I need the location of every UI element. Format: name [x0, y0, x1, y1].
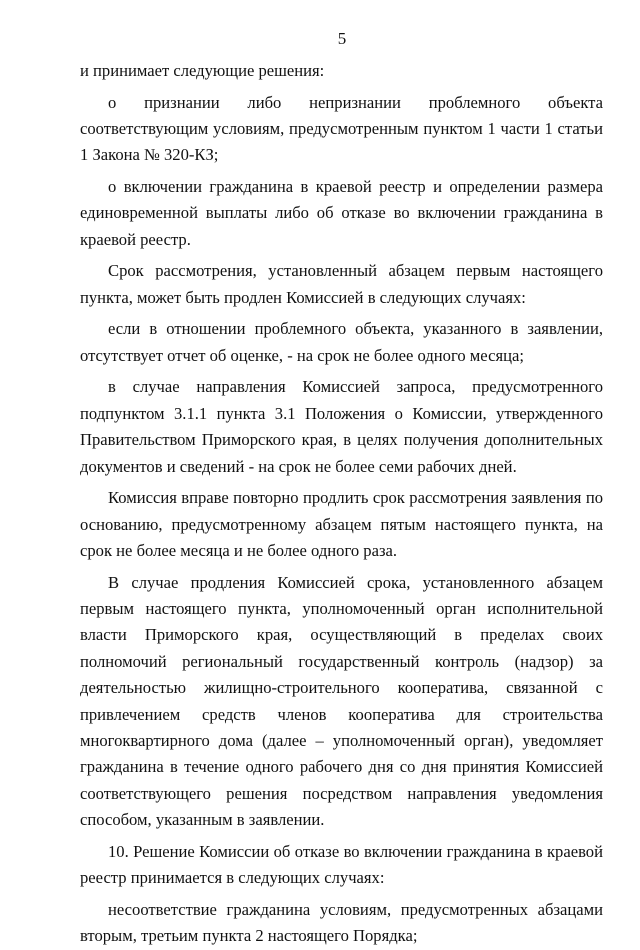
paragraph-5: если в отношении проблемного объекта, указанного в заявлении, отсутствует отчет об оценке, - на срок не более одного месяца; — [80, 319, 603, 365]
paragraph-4: Срок рассмотрения, установленный абзацем первым настоящего пункта, может быть продлен Комиссией в следующих случаях: — [80, 261, 603, 307]
paragraph-7: Комиссия вправе повторно продлить срок рассмотрения заявления по основанию, предусмотренному абзацем пятым настоящего пункта, на срок не более месяца и не более одного раза. — [80, 488, 603, 561]
paragraph-9: 10. Решение Комиссии об отказе во включении гражданина в краевой реестр принимается в следующих случаях: — [80, 841, 603, 888]
document-body — [80, 58, 603, 950]
paragraph-6: в случае направления Комиссией запроса, предусмотренного подпунктом 3.1.1 пункта 3.1 Положения о Комиссии, утвержденного Правительством Приморского края, в целях получения дополнительных документов и сведений - на срок не более семи рабочих дней. — [80, 377, 603, 476]
paragraph-8: В случае продления Комиссией срока, установленного абзацем первым настоящего пункта, уполномоченный орган исполнительной власти Приморского края, осуществляющий в пределах своих полномочий региональный государственный контроль (надзор) за деятельностью жилищно-строительного кооператива, связанной с привлечением средств членов кооператива для строительства многоквартирного дома (далее – уполномоченный орган), уведомляет гражданина в течение одного рабочего дня со дня принятия Комиссией соответствующего решения посредством направления уведомления способом, указанным в заявлении. — [80, 572, 603, 830]
page-number: 5 — [337, 29, 347, 48]
paragraph-1: и принимает следующие решения: — [80, 61, 325, 80]
paragraph-10: несоответствие гражданина условиям, предусмотренных абзацами вторым, третьим пункта 2 настоящего Порядка; — [80, 899, 603, 946]
paragraph-3: о включении гражданина в краевой реестр и определении размера единовременной выплаты либо об отказе во включении гражданина в краевой реестр. — [80, 177, 603, 249]
paragraph-2: о признании либо непризнании проблемного объекта соответствующим условиям, предусмотренным пунктом 1 части 1 статьи 1 Закона № 320-КЗ; — [80, 92, 603, 165]
